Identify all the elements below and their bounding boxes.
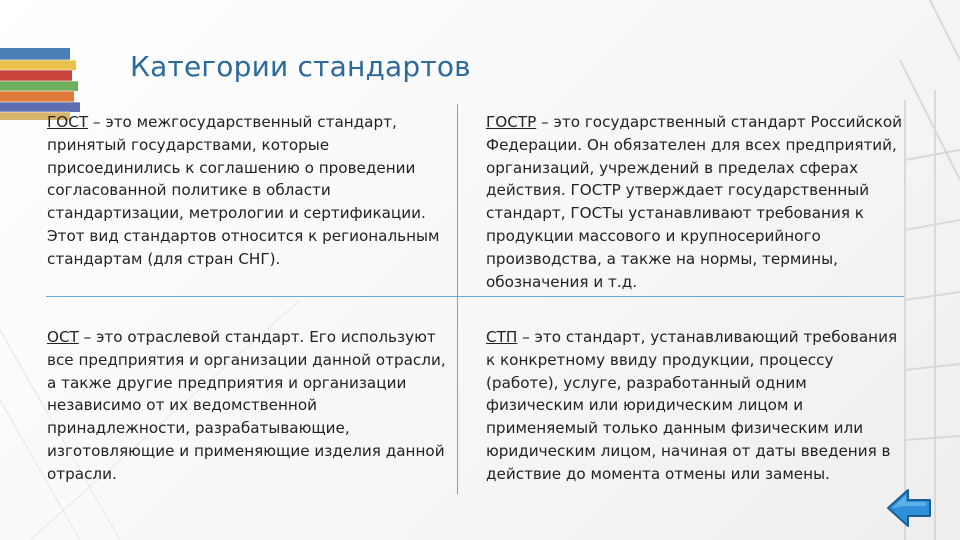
cell-stp	[486, 326, 906, 486]
cell-gostr-text: – это государственный стандарт Российской Федерации. Он обязателен для всех предприятий, организаций, учреждений в пределах сферах действия. ГОСТР утверждает государственный стандарт, ГОСТы устанавливают требования к продукции массового и крупносерийного производства, а также на нормы, термины, обозначения и т.д.	[486, 113, 903, 291]
term-ost: ОСТ	[47, 328, 79, 346]
cell-ost-text: – это отраслевой стандарт. Его используют все предприятия и организации данной отрасли, а также другие предприятия и организации независимо от их ведомственной принадлежности, разрабатывающие, изготовляющие и применяющие изделия данной отрасли.	[47, 328, 446, 483]
cell-gost	[47, 111, 457, 271]
term-gostr: ГОСТР	[486, 113, 537, 131]
table-vertical-divider	[457, 104, 458, 494]
cell-gostr	[486, 111, 906, 293]
term-stp: СТП	[486, 328, 518, 346]
cell-gost-text: – это межгосударственный стандарт, принятый государствами, которые присоединились к соглашению о проведении согласованной политике в области стандартизации, метрологии и сертификации. Этот вид стандартов относится к региональным стандартам (для стран СНГ).	[47, 113, 440, 268]
arrow-left-icon[interactable]	[886, 488, 934, 528]
cell-ost	[47, 326, 452, 486]
table-horizontal-divider	[46, 296, 904, 297]
cell-stp-text: – это стандарт, устанавливающий требования к конкретному ввиду продукции, процессу (работе), услуге, разработанный одним физическим или юридическим лицом и применяемый только данным физическим или юридическим лицом, начиная от даты введения в действие до момента отмены или замены.	[486, 328, 898, 483]
term-gost: ГОСТ	[47, 113, 89, 131]
slide-title: Категории стандартов	[130, 50, 471, 83]
